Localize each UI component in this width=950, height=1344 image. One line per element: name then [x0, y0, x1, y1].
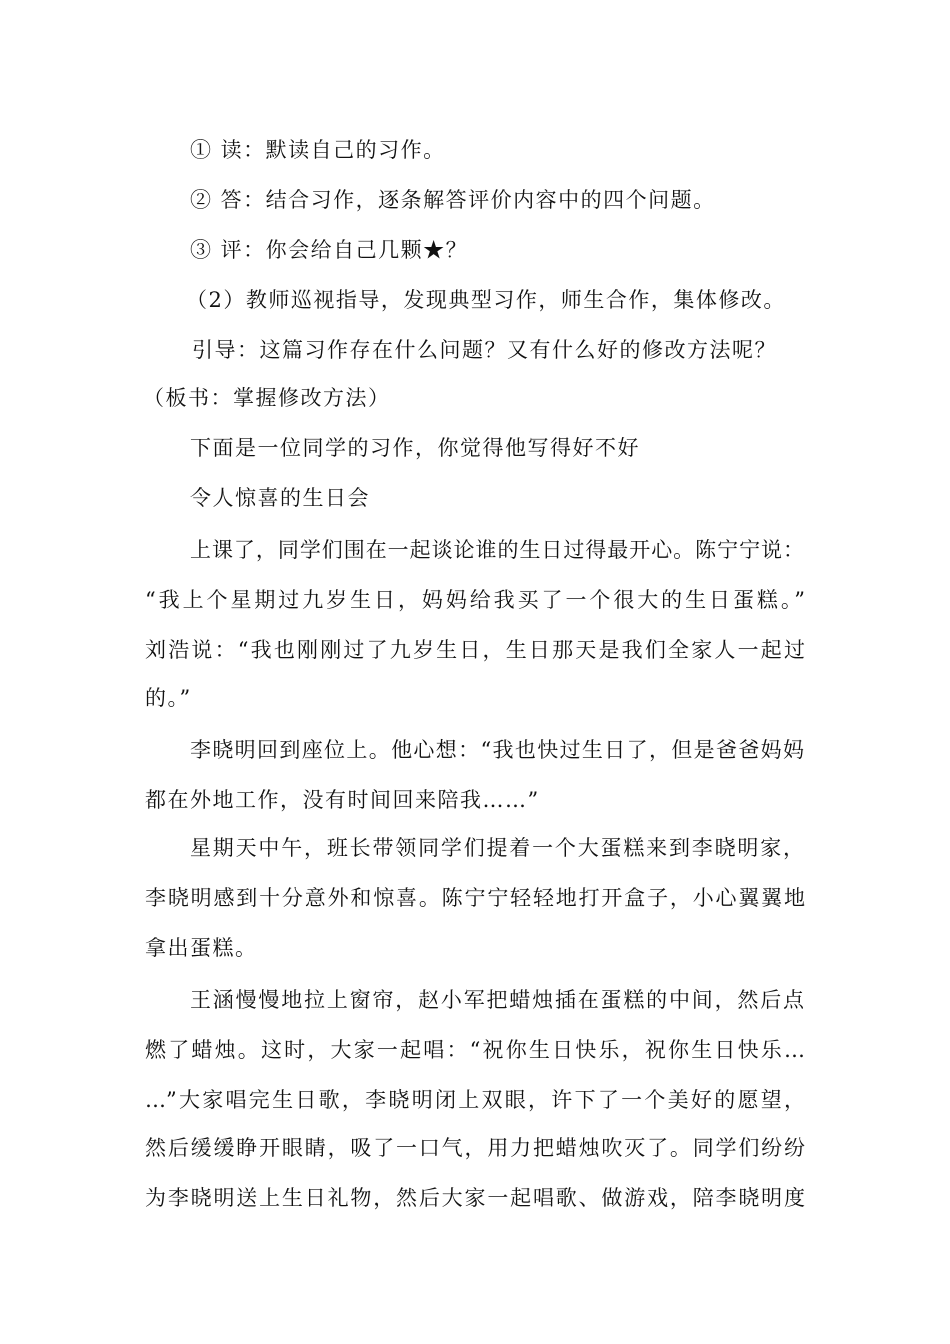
intro-sentence: 下面是一位同学的习作，你觉得他写得好不好 — [190, 436, 640, 460]
guiding-question: 引导：这篇习作存在什么问题？又有什么好的修改方法呢？ — [192, 338, 777, 362]
essay-paragraph-1-line-3: 刘浩说：“我也刚刚过了九岁生日，生日那天是我们全家人一起过 — [145, 638, 805, 662]
step-read: ① 读：默读自己的习作。 — [190, 138, 446, 162]
essay-paragraph-3-line-3: 拿出蛋糕。 — [145, 936, 258, 960]
essay-paragraph-3-line-1: 星期天中午，班长带领同学们提着一个大蛋糕来到李晓明家， — [190, 836, 804, 860]
essay-paragraph-4-line-3: …”大家唱完生日歌，李晓明闭上双眼，许下了一个美好的愿望， — [145, 1088, 805, 1112]
essay-title: 令人惊喜的生日会 — [190, 486, 370, 510]
essay-paragraph-4-line-2: 燃了蜡烛。这时，大家一起唱：“祝你生日快乐，祝你生日快乐… — [145, 1038, 805, 1062]
essay-paragraph-2-line-1: 李晓明回到座位上。他心想：“我也快过生日了，但是爸爸妈妈 — [190, 738, 804, 762]
essay-paragraph-3-line-2: 李晓明感到十分意外和惊喜。陈宁宁轻轻地打开盒子，小心翼翼地 — [145, 886, 805, 910]
board-note: （板书：掌握修改方法） — [143, 386, 391, 410]
step-evaluate: ③ 评：你会给自己几颗★？ — [190, 238, 469, 262]
essay-paragraph-4-line-4: 然后缓缓睁开眼睛，吸了一口气，用力把蜡烛吹灭了。同学们纷纷 — [145, 1136, 805, 1160]
essay-paragraph-2-line-2: 都在外地工作，没有时间回来陪我……” — [145, 788, 540, 812]
essay-paragraph-1-line-4: 的。” — [145, 686, 192, 710]
teacher-guidance: （2）教师巡视指导，发现典型习作，师生合作，集体修改。 — [186, 288, 786, 312]
essay-paragraph-4-line-1: 王涵慢慢地拉上窗帘，赵小军把蜡烛插在蛋糕的中间，然后点 — [190, 988, 804, 1012]
essay-paragraph-1-line-1: 上课了，同学们围在一起谈论谁的生日过得最开心。陈宁宁说： — [190, 538, 804, 562]
essay-paragraph-4-line-5: 为李晓明送上生日礼物，然后大家一起唱歌、做游戏，陪李晓明度 — [145, 1186, 805, 1210]
step-answer: ② 答：结合习作，逐条解答评价内容中的四个问题。 — [190, 188, 716, 212]
essay-paragraph-1-line-2: “我上个星期过九岁生日，妈妈给我买了一个很大的生日蛋糕。” — [145, 588, 805, 612]
